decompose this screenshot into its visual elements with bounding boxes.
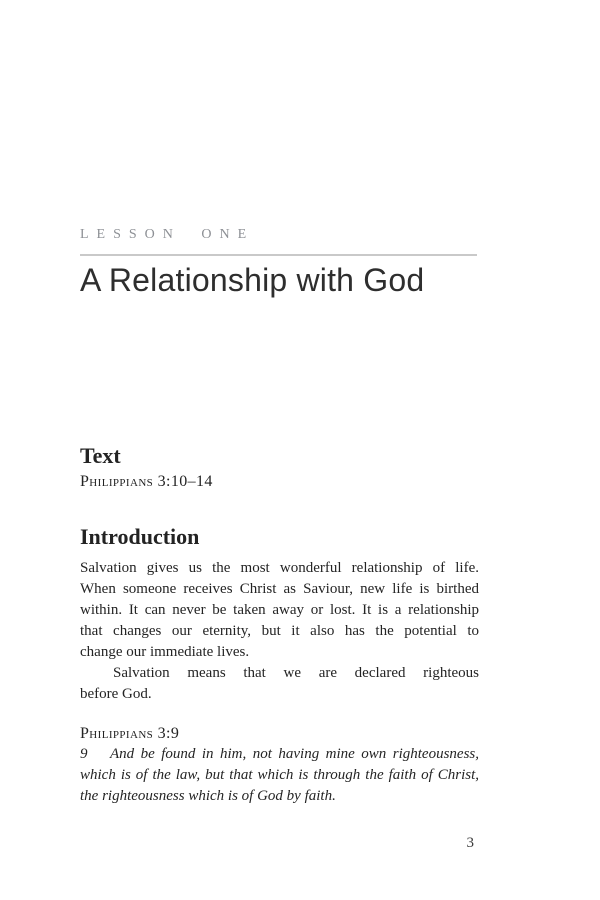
introduction-paragraph-2 xyxy=(80,663,479,705)
chapter-title: A Relationship with God xyxy=(80,261,425,298)
section-heading-introduction: Introduction xyxy=(80,523,200,549)
scripture-reference-verse: Philippians 3:9 xyxy=(80,724,180,742)
text-line: When someone receives Christ as Saviour, new life is birthed xyxy=(80,580,479,597)
text-line: that changes our eternity, but it also has the potential to xyxy=(80,622,479,639)
page-number: 3 xyxy=(466,834,474,851)
text-line: within. It can never be taken away or lost. It is a relationship xyxy=(80,601,479,618)
lesson-number-label: LESSON ONE xyxy=(80,227,255,242)
text-line: Salvation means that we are declared righteous xyxy=(113,664,479,681)
text-line: which is of the law, but that which is through the faith of Christ, xyxy=(80,766,479,783)
introduction-paragraph-1 xyxy=(80,558,479,663)
section-heading-text: Text xyxy=(80,442,121,468)
page-content-column xyxy=(80,0,479,852)
text-line: 9 And be found in him, not having mine own righteousness, xyxy=(80,745,479,762)
text-line: Salvation gives us the most wonderful relationship of life. xyxy=(80,559,479,576)
header-divider-rule xyxy=(80,254,477,256)
scripture-reference-text-section: Philippians 3:10–14 xyxy=(80,472,213,490)
text-line: change our immediate lives. xyxy=(80,643,250,660)
scripture-verse-text xyxy=(80,744,479,807)
text-line: the righteousness which is of God by faith. xyxy=(80,787,336,804)
text-line: before God. xyxy=(80,685,152,702)
